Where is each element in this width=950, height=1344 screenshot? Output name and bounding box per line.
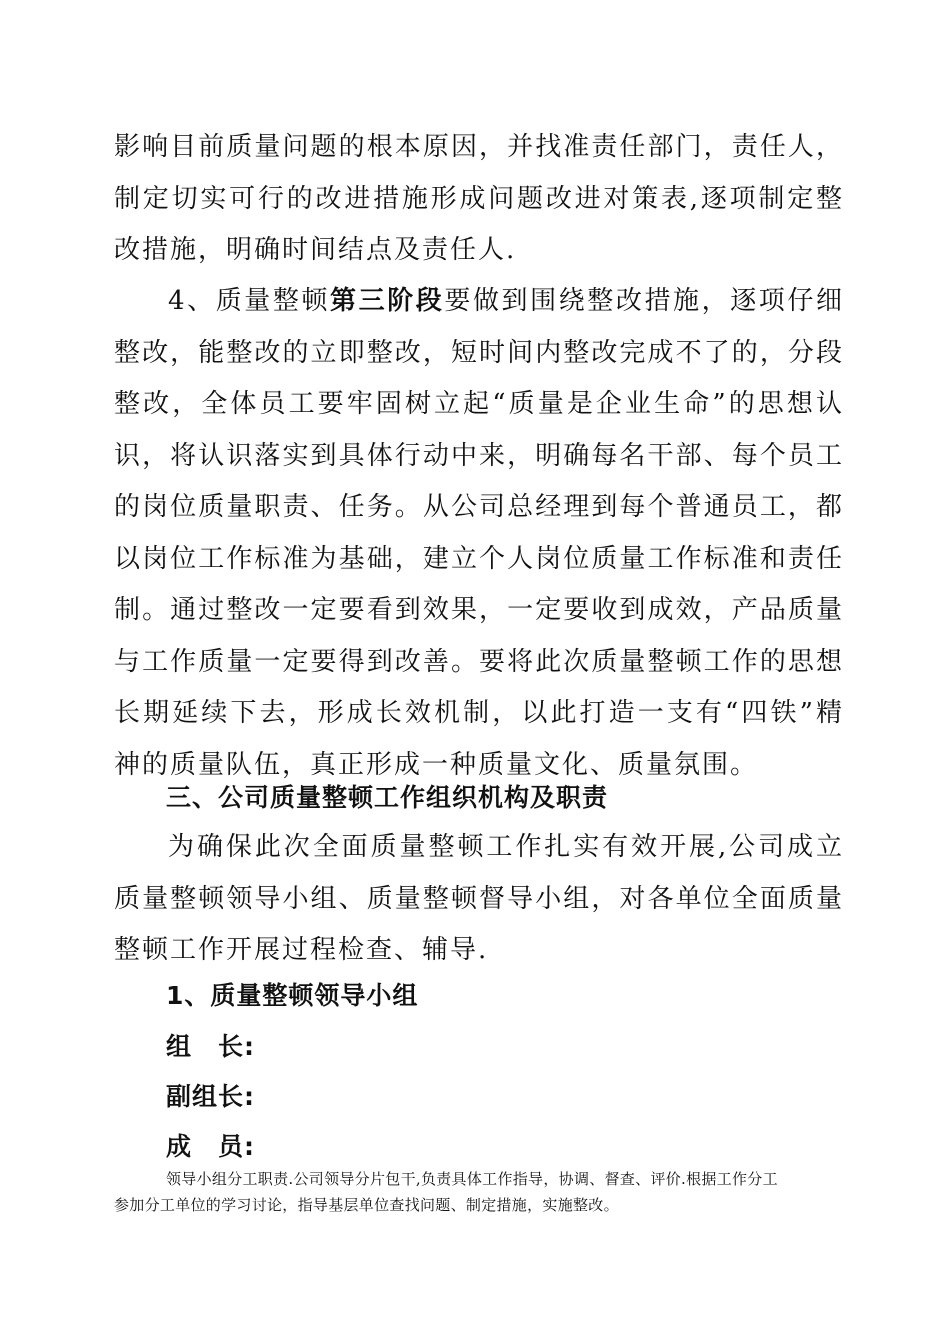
paragraph-organization: 为确保此次全面质量整顿工作扎实有效开展,公司成立质量整顿领导小组、质量整顿督导小组，对各单位全面质量整顿工作开展过程检查、辅导. — [114, 832, 844, 965]
note-line-1: 领导小组分工职责.公司领导分片包干,负责具体工作指导，协调、督查、评价.根据工作分工 — [166, 1170, 778, 1188]
paragraph-causes: 影响目前质量问题的根本原因，并找准责任部门，责任人，制定切实可行的改进措施形成问题改进对策表,逐项制定整改措施，明确时间结点及责任人. — [114, 132, 844, 265]
section-heading: 三、公司质量整顿工作组织机构及职责 — [166, 783, 609, 812]
phase-body: 要做到围绕整改措施，逐项仔细整改，能整改的立即整改，短时间内整改完成不了的，分段整改，全体员工要牢固树立起“质量是企业生命”的思想认识，将认识落实到具体行动中来，明确每名干部、每个员工的岗位质量职责、任务。从公司总经理到每个普通员工，都以岗位工作标准为基础，建立个人岗位质量工作标准和责任制。通过整改一定要看到效果，一定要收到成效，产品质量与工作质量一定要得到改善。要将此次质量整顿工作的思想长期延续下去，形成长效机制，以此打造一支有“四铁”精神的质量队伍，真正形成一种质量文化、质量氛围。 — [114, 286, 844, 780]
phase-emphasis: 第三阶段 — [330, 286, 445, 316]
role-deputy-label: 副组长: — [166, 1082, 255, 1111]
responsibility-note — [114, 1166, 844, 1218]
subheading-leadership-group: 1、质量整顿领导小组 — [166, 981, 419, 1010]
note-line-2: 参加分工单位的学习讨论，指导基层单位查找问题、制定措施，实施整改。 — [114, 1196, 619, 1214]
paragraph-phase-three — [114, 276, 844, 791]
role-members-label: 成 员: — [166, 1132, 255, 1161]
role-leader-label: 组 长: — [166, 1032, 255, 1061]
phase-prefix: 4、质量整顿 — [168, 286, 331, 316]
